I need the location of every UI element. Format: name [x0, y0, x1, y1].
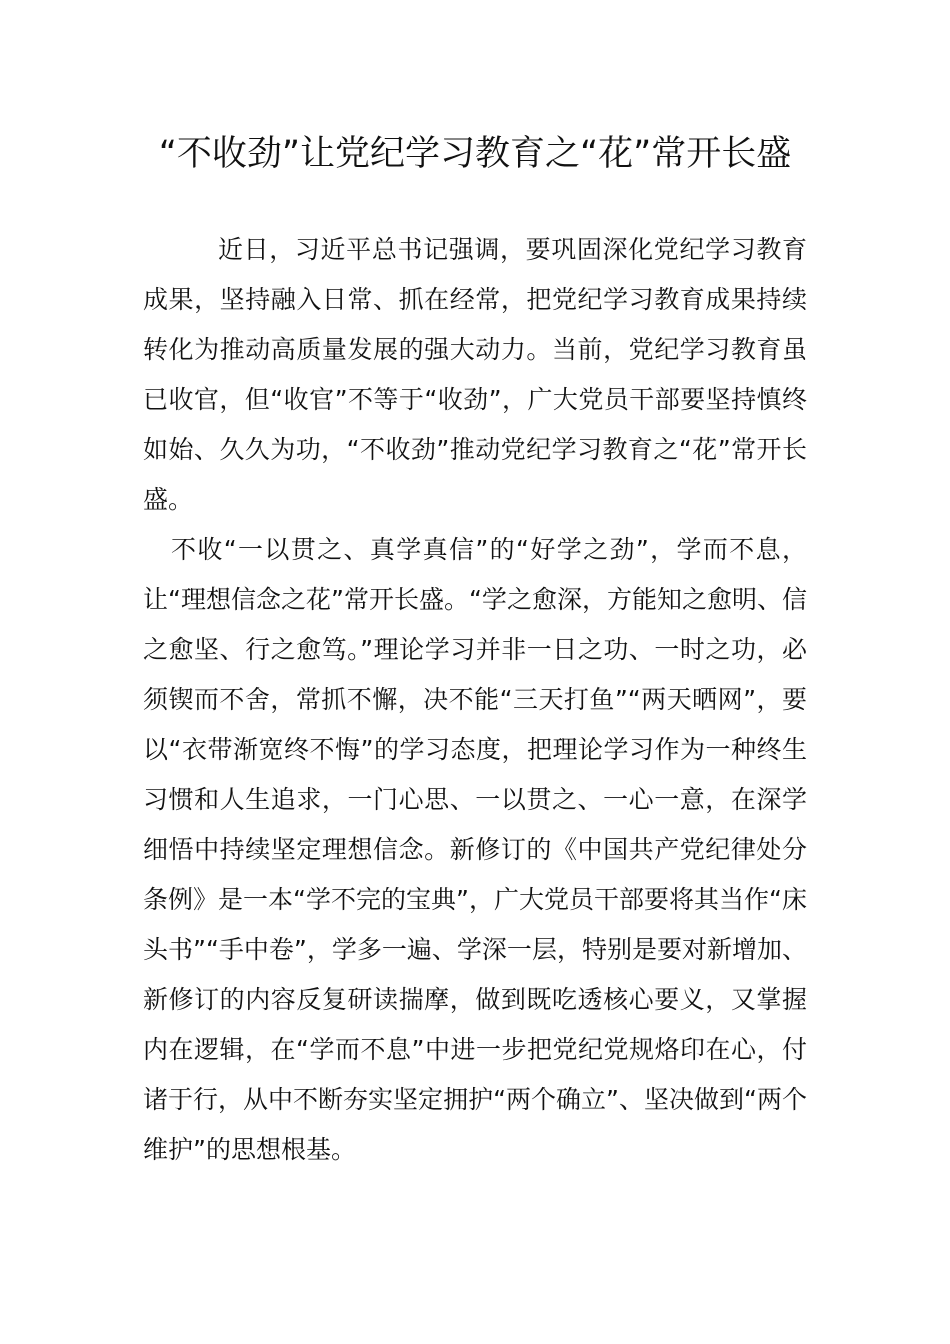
paragraph-study: 不收“一以贯之、真学真信”的“好学之劲”，学而不息，让“理想信念之花”常开长盛。“学之愈深，方能知之愈明、信之愈坚、行之愈笃。”理论学习并非一日之功、一时之功，必须锲而不舍，常抓不懈，决不能“三天打鱼”“两天晒网”，要以“衣带渐宽终不悔”的学习态度，把理论学习作为一种终生习惯和人生追求，一门心思、一以贯之、一心一意，在深学细悟中持续坚定理想信念。新修订的《中国共产党纪律处分条例》是一本“学不完的宝典”，广大党员干部要将其当作“床头书”“手中卷”，学多一遍、学深一层，特别是要对新增加、新修订的内容反复研读揣摩，做到既吃透核心要义，又掌握内在逻辑，在“学而不息”中进一步把党纪党规烙印在心，付诸于行，从中不断夯实坚定拥护“两个确立”、坚决做到“两个维护”的思想根基。: [143, 535, 807, 1164]
paragraph-intro: 近日，习近平总书记强调，要巩固深化党纪学习教育成果，坚持融入日常、抓在经常，把党纪学习教育成果持续转化为推动高质量发展的强大动力。当前，党纪学习教育虽已收官，但“收官”不等于“收劲”，广大党员干部要坚持慎终如始、久久为功，“不收劲”推动党纪学习教育之“花”常开长盛。: [143, 235, 807, 514]
document-body: [143, 225, 807, 1175]
document-title: “不收劲”让党纪学习教育之“花”常开长盛: [158, 134, 792, 174]
